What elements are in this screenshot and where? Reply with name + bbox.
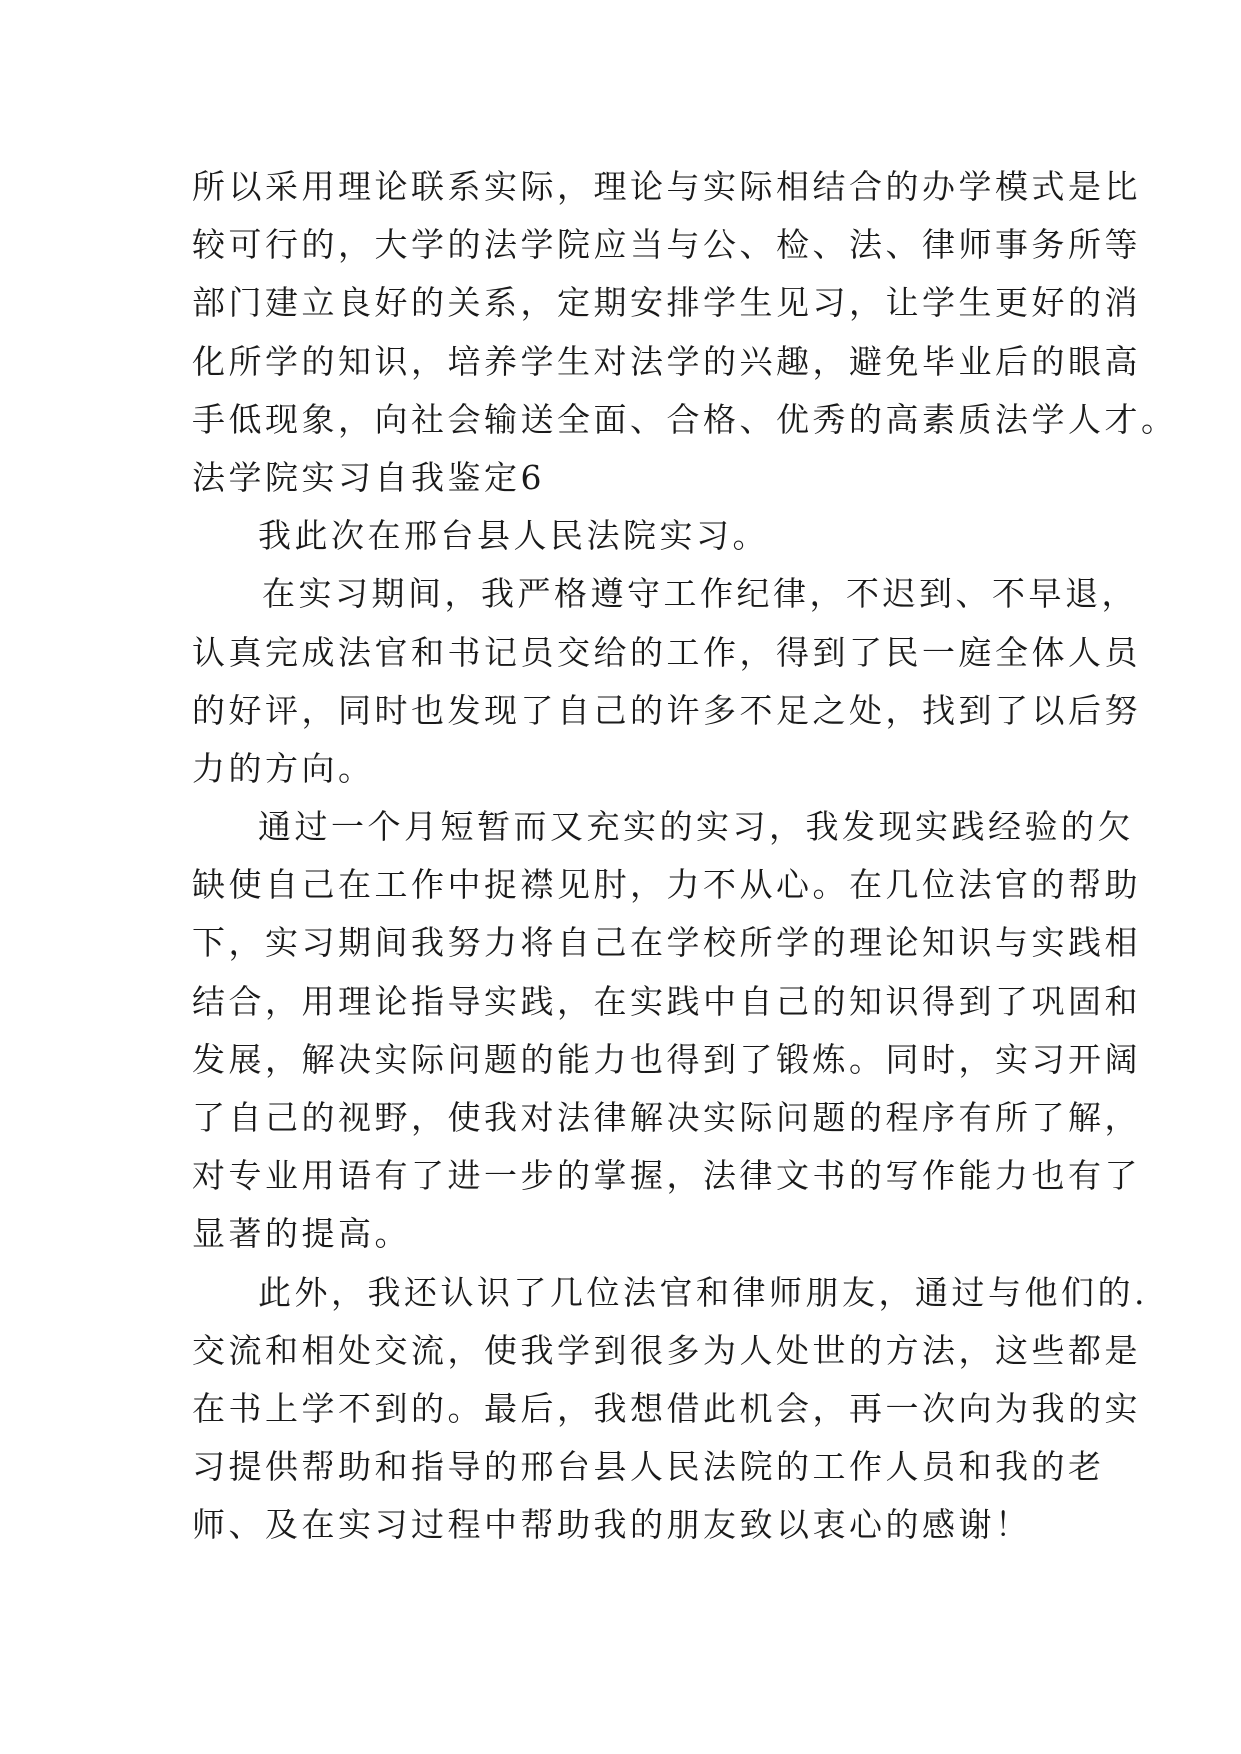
paragraph-first-line: 此外，我还认识了几位法官和律师朋友，通过与他们的. bbox=[258, 1272, 1148, 1312]
text-line: 部门建立良好的关系，定期安排学生见习，让学生更好的消 bbox=[192, 283, 1141, 323]
paragraph-first-line: 我此次在邢台县人民法院实习。 bbox=[258, 516, 769, 556]
text-line: 较可行的，大学的法学院应当与公、检、法、律师事务所等 bbox=[192, 225, 1141, 265]
paragraph-first-line: 在实习期间，我严格遵守工作纪律，不迟到、不早退， bbox=[262, 574, 1138, 614]
document-body bbox=[192, 158, 1178, 1555]
text-line: 化所学的知识，培养学生对法学的兴趣，避免毕业后的眼高 bbox=[192, 341, 1141, 381]
text-line: 对专业用语有了进一步的掌握，法律文书的写作能力也有了 bbox=[192, 1156, 1141, 1196]
text-line: 了自己的视野，使我对法律解决实际问题的程序有所了解， bbox=[192, 1098, 1141, 1137]
text-line: 师、及在实习过程中帮助我的朋友致以衷心的感谢！ bbox=[192, 1505, 1032, 1545]
text-line: 显著的提高。 bbox=[192, 1214, 411, 1254]
text-line: 的好评，同时也发现了自己的许多不足之处，找到了以后努 bbox=[192, 690, 1141, 730]
text-line: 所以采用理论联系实际，理论与实际相结合的办学模式是比 bbox=[192, 167, 1141, 206]
paragraph-first-line: 通过一个月短暂而又充实的实习，我发现实践经验的欠 bbox=[258, 807, 1134, 847]
text-line: 发展，解决实际问题的能力也得到了锻炼。同时，实习开阔 bbox=[192, 1039, 1141, 1079]
text-line: 缺使自己在工作中捉襟见肘，力不从心。在几位法官的帮助 bbox=[192, 865, 1141, 905]
text-line: 下，实习期间我努力将自己在学校所学的理论知识与实践相 bbox=[192, 923, 1141, 963]
text-line: 手低现象，向社会输送全面、合格、优秀的高素质法学人才。 bbox=[192, 399, 1178, 439]
section-heading: 法学院实习自我鉴定6 bbox=[192, 457, 545, 497]
text-line: 习提供帮助和指导的邢台县人民法院的工作人员和我的老 bbox=[192, 1447, 1105, 1487]
text-line: 力的方向。 bbox=[192, 748, 375, 788]
text-line: 交流和相处交流，使我学到很多为人处世的方法，这些都是 bbox=[192, 1330, 1141, 1370]
text-line: 认真完成法官和书记员交给的工作，得到了民一庭全体人员 bbox=[192, 632, 1141, 672]
text-line: 结合，用理论指导实践，在实践中自己的知识得到了巩固和 bbox=[192, 981, 1141, 1021]
text-line: 在书上学不到的。最后，我想借此机会，再一次向为我的实 bbox=[192, 1388, 1141, 1428]
